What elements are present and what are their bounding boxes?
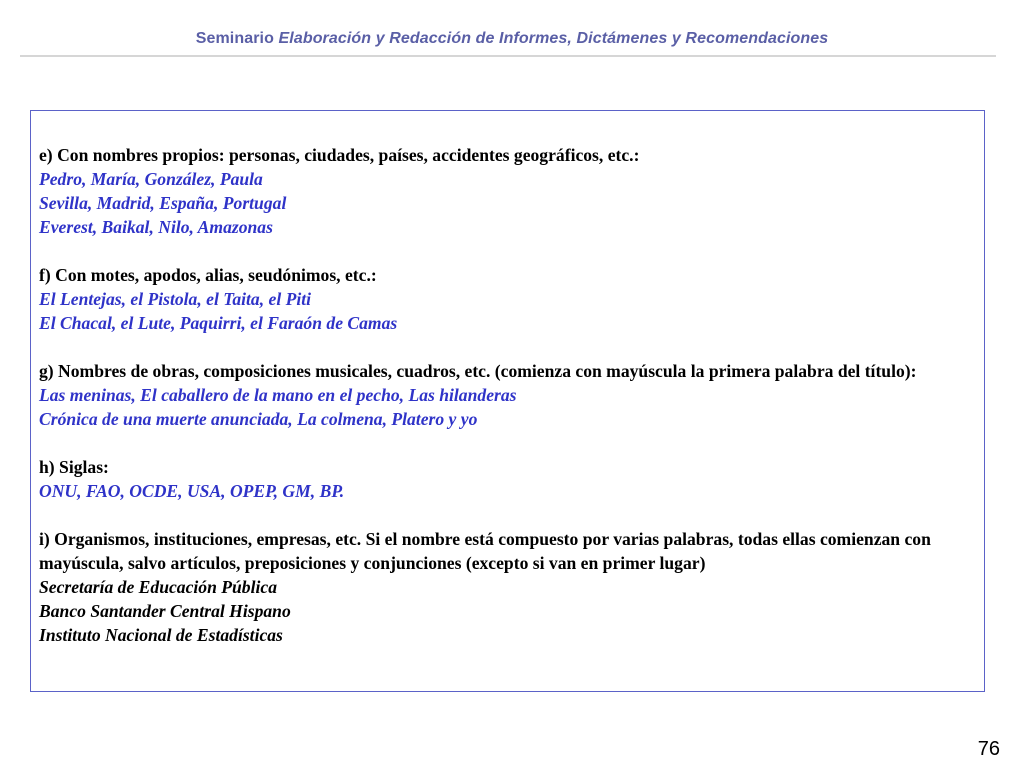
section-i-heading: i) Organismos, instituciones, empresas, etc. Si el nombre está compuesto por varias palabras, todas ellas comienzan con mayúscula, salvo artículos, preposiciones y conjunciones (excepto si van en primer lugar)	[39, 529, 931, 573]
spacer	[39, 431, 979, 455]
section-g-example-2: Crónica de una muerte anunciada, La colmena, Platero y yo	[39, 409, 478, 429]
page-number: 76	[977, 738, 1000, 760]
section-i-example-2: Banco Santander Central Hispano	[39, 601, 291, 621]
section-h-example-1: ONU, FAO, OCDE, USA, OPEP, GM, BP.	[39, 481, 345, 501]
section-f-example-2: El Chacal, el Lute, Paquirri, el Faraón de Camas	[39, 313, 398, 333]
content-body	[39, 143, 979, 647]
section-g-example-1: Las meninas, El caballero de la mano en el pecho, Las hilanderas	[39, 385, 517, 405]
section-f-heading: f) Con motes, apodos, alias, seudónimos, etc.:	[39, 265, 377, 285]
spacer	[39, 503, 979, 527]
section-e-example-1: Pedro, María, González, Paula	[39, 169, 263, 189]
section-g-heading: g) Nombres de obras, composiciones musicales, cuadros, etc. (comienza con mayúscula la primera palabra del título):	[39, 361, 917, 381]
section-i-example-1: Secretaría de Educación Pública	[39, 577, 277, 597]
slide-header	[0, 30, 1024, 48]
spacer	[39, 335, 979, 359]
seminar-label: Seminario	[195, 30, 274, 47]
section-e-example-3: Everest, Baikal, Nilo, Amazonas	[39, 217, 273, 237]
section-h-heading: h) Siglas:	[39, 457, 109, 477]
section-i-example-3: Instituto Nacional de Estadísticas	[39, 625, 283, 645]
seminar-title: Elaboración y Redacción de Informes, Dictámenes y Recomendaciones	[278, 30, 829, 47]
header-divider	[20, 55, 996, 57]
section-e-example-2: Sevilla, Madrid, España, Portugal	[39, 193, 287, 213]
section-e-heading: e) Con nombres propios: personas, ciudades, países, accidentes geográficos, etc.:	[39, 145, 640, 165]
spacer	[39, 239, 979, 263]
section-f-example-1: El Lentejas, el Pistola, el Taita, el Piti	[39, 289, 312, 309]
